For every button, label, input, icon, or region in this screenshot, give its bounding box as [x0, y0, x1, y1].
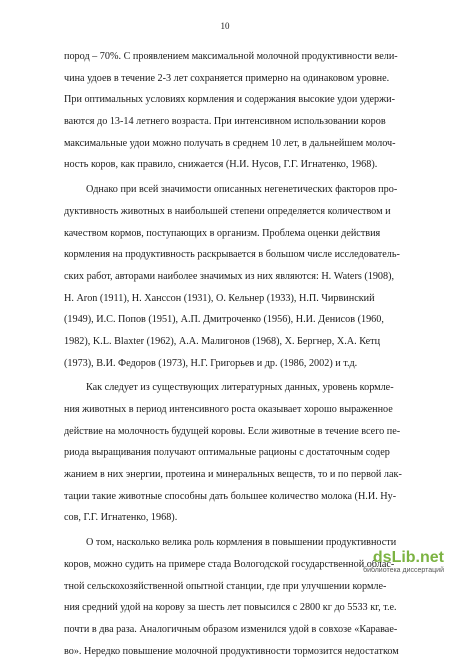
- text-line: во». Нередко повышение молочной продуктивности тормозится недостатком: [64, 645, 399, 657]
- text-line: пород – 70%. С проявлением максимальной молочной продуктивности вели-: [64, 51, 398, 62]
- text-line: почти в два раза. Аналогичным образом изменился удой в совхозе «Караваe-: [64, 623, 398, 635]
- paragraph-start-line: Однако при всей значимости описанных негенетических факторов про-: [86, 184, 398, 196]
- text-line: 1982), K.L. Blaxter (1962), А.А. Малигонов (1968), Х. Бергнер, Х.А. Кетц: [64, 335, 381, 347]
- text-line: (1973), В.И. Федоров (1973), Н.Г. Григорьев и др. (1986, 2002) и т.д.: [64, 357, 358, 369]
- paragraph-start-line: Как следует из существующих литературных данных, уровень кормле-: [86, 382, 394, 394]
- text-line: ских работ, авторами наиболее значимых из них являются: Н. Waters (1908),: [64, 270, 395, 282]
- text-line: ния средний удой на корову за шесть лет повысился с 2800 кг до 5533 кг, т.е.: [64, 602, 397, 614]
- text-line: коров, можно судить на примере стада Вологодской государственной облас-: [64, 558, 395, 570]
- text-line: дуктивность животных в наибольшей степени определяется количеством и: [64, 205, 391, 217]
- text-line: тной сельскохозяйственной опытной станции, где при улучшении кормле-: [64, 580, 387, 592]
- text-line: ния животных в период интенсивного роста оказывает хорошо выраженное: [64, 404, 393, 415]
- text-line: ваются до 13-14 летнего возраста. При интенсивном использовании коров: [64, 116, 386, 128]
- text-line: кормления на продуктивность раскрывается в большом числе исследователь-: [64, 249, 400, 261]
- text-line: ность коров, как правило, снижается (Н.И. Нусов, Г.Г. Игнатенко, 1968).: [64, 159, 378, 171]
- watermark-tagline: библиотека диссертаций: [363, 567, 444, 574]
- text-line: При оптимальных условиях кормления и содержания высокие удои удержи-: [64, 94, 396, 106]
- text-line: действие на молочность будущей коровы. Если животные в течение всего пе-: [64, 425, 401, 437]
- text-line: качеством кормов, поступающих в организм. Проблема оценки действия: [64, 227, 381, 239]
- watermark: [350, 549, 450, 579]
- text-line: максимальные удои можно получать в среднем 10 лет, в дальнейшем молоч-: [64, 137, 396, 149]
- page-number: 10: [220, 21, 230, 31]
- text-line: сов, Г.Г. Игнатенко, 1968).: [64, 512, 178, 524]
- text-line: жанием в них энергии, протеина и минеральных веществ, то и по первой лак-: [64, 469, 402, 481]
- paragraph-start-line: О том, насколько велика роль кормления в повышении продуктивности: [86, 537, 397, 549]
- text-line: Н. Aron (1911), Н. Ханссон (1931), О. Кельнер (1933), Н.П. Чирвинский: [64, 292, 375, 304]
- text-line: (1949), И.С. Попов (1951), А.П. Дмитроченко (1956), Н.И. Денисов (1960,: [64, 314, 384, 326]
- text-line: риода выращивания получают оптимальные рационы с достаточным содер: [64, 447, 390, 459]
- text-line: чина удоев в течение 2-3 лет сохраняется примерно на одинаковом уровне.: [64, 72, 390, 84]
- text-line: тации такие животные способны дать большее количество молока (Н.И. Ну-: [64, 490, 397, 502]
- watermark-logo: dsLib.net: [372, 549, 444, 566]
